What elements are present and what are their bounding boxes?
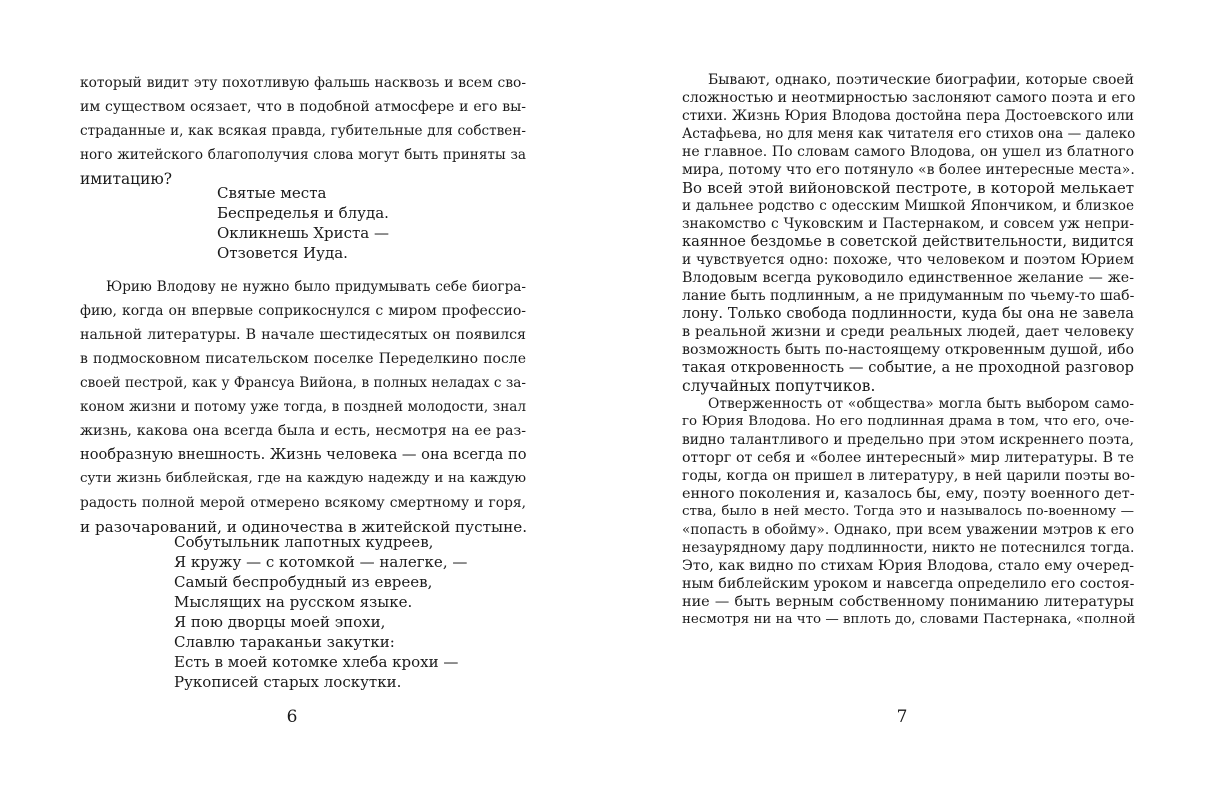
paragraph-line: лание быть подлинным, а не придуманным по чьему-то шаб- xyxy=(682,288,1135,304)
paragraph-line: сути жизнь библейская, где на каждую надежду и на каждую xyxy=(80,471,526,486)
paragraph-line: Во всей этой вийоновской пестроте, в которой мелькает xyxy=(682,179,1134,197)
paragraph-line: ние — быть верным собственному пониманию литературы xyxy=(682,594,1134,610)
paragraph-line: отторг от себя и «более интересный» мир литературы. В те xyxy=(682,450,1134,466)
verse-line: Беспределья и блуда. xyxy=(217,204,389,222)
verse-line: Окликнешь Христа — xyxy=(217,224,390,242)
paragraph-line: несмотря ни на что — вплоть до, словами Пастернака, «полной xyxy=(682,612,1136,627)
paragraph-line: ства, было в ней место. Тогда это и называлось по-военному — xyxy=(682,504,1134,519)
paragraph-line: в подмосковном писательском поселке Переделкино после xyxy=(80,351,526,367)
paragraph-line: не главное. По словам самого Влодова, он ушел из блатного xyxy=(682,144,1134,160)
paragraph-line: ного житейского благополучия слова могут быть приняты за xyxy=(80,147,526,163)
verse-line: Рукописей старых лоскутки. xyxy=(174,673,402,691)
page-number: 7 xyxy=(896,707,908,727)
paragraph-line: возможность быть по-настоящему откровенным душой, ибо xyxy=(682,342,1134,358)
paragraph-line: видно талантливого и предельно при этом искреннего поэта, xyxy=(682,432,1134,448)
verse-line: Самый беспробудный из евреев, xyxy=(174,573,433,591)
paragraph-line: сложностью и неотмирностью заслоняют самого поэта и его xyxy=(682,90,1136,106)
paragraph-line: страданные и, как всякая правда, губительные для собствен- xyxy=(80,123,526,139)
paragraph-line: Влодовым всегда руководило единственное желание — же- xyxy=(682,270,1134,286)
paragraph-line: такая откровенность — событие, а не проходной разговор xyxy=(682,359,1134,376)
paragraph-line: каянное бездомье в советской действительности, видится xyxy=(682,233,1134,250)
paragraph-line: радость полной мерой отмерено всякому смертному и горя, xyxy=(80,495,526,511)
verse-line: Мыслящих на русском языке. xyxy=(174,593,413,611)
paragraph-line: и чувствуется одно: похоже, что человеком и поэтом Юрием xyxy=(682,252,1134,268)
paragraph-line: годы, когда он пришел в литературу, в ней царили поэты во- xyxy=(682,468,1135,484)
verse-line: Собутыльник лапотных кудреев, xyxy=(174,533,434,551)
left-page xyxy=(80,0,526,800)
verse-line: Славлю тараканьи закутки: xyxy=(174,633,395,651)
paragraph-line: мира, потому что его потянуло «в более интересные места». xyxy=(682,162,1135,178)
paragraph-line: Это, как видно по стихам Юрия Влодова, стало ему очеред- xyxy=(682,558,1134,574)
paragraph-line: нальной литературы. В начале шестидесятых он появился xyxy=(80,327,526,343)
verse-line: Отзовется Иуда. xyxy=(217,244,348,262)
right-page xyxy=(682,0,1134,800)
paragraph-line: имитацию? xyxy=(80,170,172,188)
paragraph-line: Юрию Влодову не нужно было придумывать себе биогра- xyxy=(106,279,526,295)
paragraph-line: знакомство с Чуковским и Пастернаком, и совсем уж непри- xyxy=(682,216,1134,232)
paragraph-line: енного поколения и, казалось бы, ему, поэту военного дет- xyxy=(682,486,1135,502)
paragraph-line: стихи. Жизнь Юрия Влодова достойна пера Достоевского или xyxy=(682,108,1134,124)
page-number: 6 xyxy=(286,707,298,727)
paragraph-line: незаурядному дару подлинности, никто не потеснился тогда. xyxy=(682,540,1135,556)
paragraph-line: жизнь, какова она всегда была и есть, несмотря на ее раз- xyxy=(80,423,526,439)
paragraph-line: который видит эту похотливую фальшь насквозь и всем сво- xyxy=(80,75,526,91)
verse-line: Я пою дворцы моей эпохи, xyxy=(174,613,386,631)
verse-line: Святые места xyxy=(217,184,327,202)
verse-line: Есть в моей котомке хлеба крохи — xyxy=(174,653,459,671)
paragraph-line: в реальной жизни и среди реальных людей, дает человеку xyxy=(682,324,1134,340)
paragraph-line: лону. Только свобода подлинности, куда бы она не завела xyxy=(682,305,1134,322)
paragraph-line: и дальнее родство с одесским Мишкой Япончиком, и близкое xyxy=(682,198,1134,214)
paragraph-line: Бывают, однако, поэтические биографии, которые своей xyxy=(708,72,1134,88)
paragraph-line: коном жизни и потому уже тогда, в поздней молодости, знал xyxy=(80,399,526,415)
paragraph-line: ным библейским уроком и навсегда определило его состоя- xyxy=(682,576,1135,592)
paragraph-line: и разочарований, и одиночества в житейской пустыне. xyxy=(80,518,528,536)
paragraph-line: своей пестрой, как у Франсуа Вийона, в полных неладах с за- xyxy=(80,375,526,391)
paragraph-line: Отверженность от «общества» могла быть выбором само- xyxy=(708,396,1134,412)
paragraph-line: го Юрия Влодова. Но его подлинная драма в том, что его, оче- xyxy=(682,414,1134,429)
paragraph-line: случайных попутчиков. xyxy=(682,377,876,395)
verse-line: Я кружу — с котомкой — налегке, — xyxy=(174,553,468,571)
paragraph-line: им существом осязает, что в подобной атмосфере и его вы- xyxy=(80,99,526,115)
paragraph-line: фию, когда он впервые соприкоснулся с миром профессио- xyxy=(80,303,526,319)
paragraph-line: Астафьева, но для меня как читателя его стихов она — далеко xyxy=(682,126,1136,142)
paragraph-line: «попасть в обойму». Однако, при всем уважении мэтров к его xyxy=(682,522,1134,538)
paragraph-line: нообразную внешность. Жизнь человека — она всегда по xyxy=(80,446,527,463)
